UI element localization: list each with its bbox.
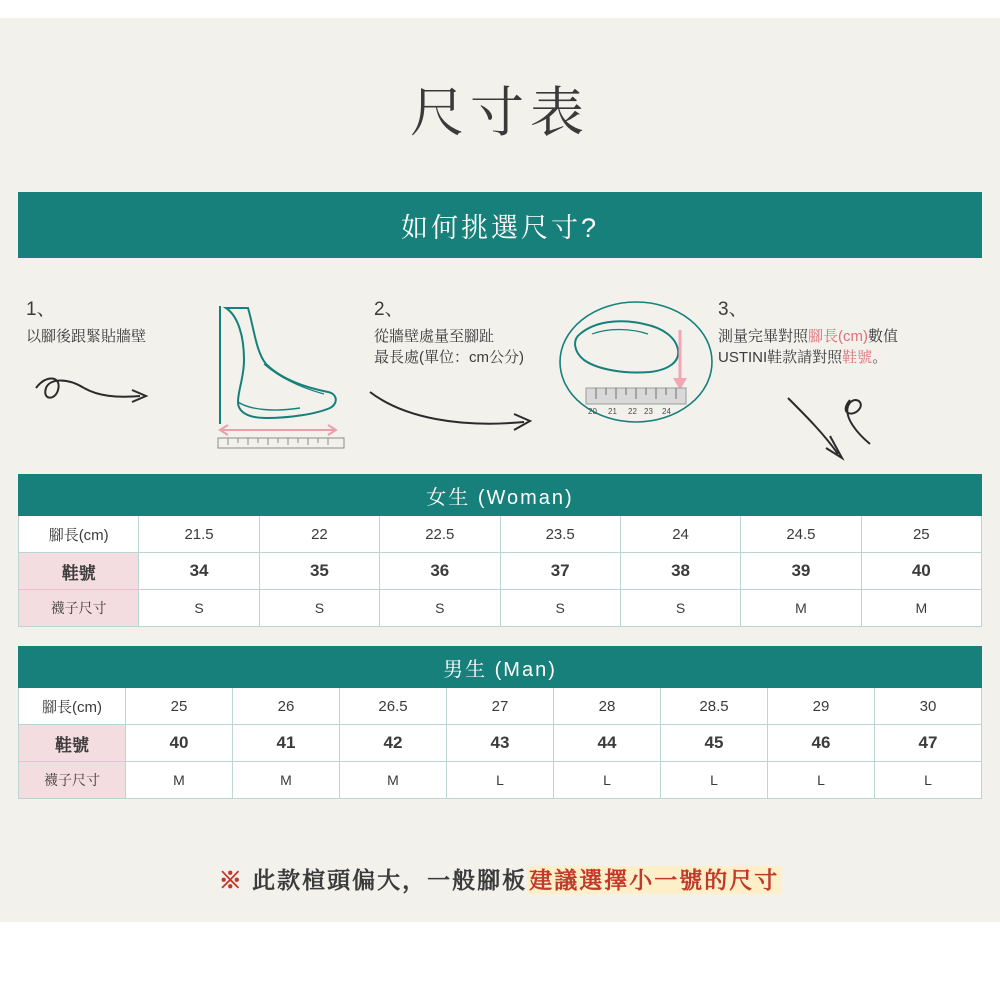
bottom-white-strip xyxy=(0,922,1000,1000)
cell: L xyxy=(661,762,768,799)
men-table-header: 男生 (Man) xyxy=(19,647,982,688)
note-part-2: 建議選擇小一號的尺寸 xyxy=(529,867,780,893)
howto-header-label: 如何挑選尺寸? xyxy=(400,212,600,243)
cell: 25 xyxy=(861,516,981,553)
cell: 29 xyxy=(768,688,875,725)
step-2-arrow-icon xyxy=(364,384,554,440)
table-row xyxy=(19,590,982,627)
cell: 24.5 xyxy=(741,516,861,553)
cell: 34 xyxy=(139,553,259,590)
step-3 xyxy=(718,296,986,369)
cell: 24 xyxy=(620,516,740,553)
women-size-table xyxy=(18,474,982,627)
women-table-header-row xyxy=(19,475,982,516)
step-2-line-2: 最長處(單位：cm公分) xyxy=(374,349,524,367)
women-row-label-socksize: 襪子尺寸 xyxy=(19,590,139,627)
cell: L xyxy=(554,762,661,799)
cell: M xyxy=(233,762,340,799)
top-white-strip xyxy=(0,0,1000,18)
svg-text:22: 22 xyxy=(628,407,637,416)
cell: 40 xyxy=(861,553,981,590)
cell: 26.5 xyxy=(340,688,447,725)
step-2 xyxy=(374,296,554,369)
step-3-line-2-highlight: 鞋號 xyxy=(842,349,873,367)
women-size-table-wrapper xyxy=(18,474,982,627)
step-2-number: 2、 xyxy=(374,299,404,320)
cell: 45 xyxy=(661,725,768,762)
cell: M xyxy=(126,762,233,799)
howto-header-bar xyxy=(18,192,982,258)
cell: 41 xyxy=(233,725,340,762)
cell: L xyxy=(768,762,875,799)
steps-row xyxy=(18,296,982,466)
cell: M xyxy=(340,762,447,799)
men-row-label-socksize: 襪子尺寸 xyxy=(19,762,126,799)
table-row xyxy=(19,553,982,590)
cell: S xyxy=(380,590,500,627)
men-size-table xyxy=(18,646,982,799)
cell: M xyxy=(861,590,981,627)
women-row-label-footlength: 腳長(cm) xyxy=(19,516,139,553)
step-3-line-2a: USTINI鞋款請對照 xyxy=(718,349,843,367)
cell: 30 xyxy=(875,688,982,725)
cell: 27 xyxy=(447,688,554,725)
svg-text:20: 20 xyxy=(588,407,597,416)
note-part-1: 此款楦頭偏大，一般腳板 xyxy=(243,867,528,893)
page-title: 尺寸表 xyxy=(410,83,590,143)
cell: 39 xyxy=(741,553,861,590)
foot-measure-illustration xyxy=(558,300,718,432)
cell: 44 xyxy=(554,725,661,762)
step-3-line-1-highlight: 腳長(cm) xyxy=(808,327,869,345)
cell: S xyxy=(500,590,620,627)
cell: 22 xyxy=(259,516,379,553)
table-row xyxy=(19,762,982,799)
cell: 42 xyxy=(340,725,447,762)
cell: 26 xyxy=(233,688,340,725)
cell: 38 xyxy=(620,553,740,590)
cell: 25 xyxy=(126,688,233,725)
note-mark: ※ xyxy=(218,867,244,893)
step-3-down-arrow-icon xyxy=(772,392,892,464)
cell: 46 xyxy=(768,725,875,762)
cell: 35 xyxy=(259,553,379,590)
step-2-line-1: 從牆壁處量至腳趾 xyxy=(374,327,495,345)
cell: 40 xyxy=(126,725,233,762)
cell: 36 xyxy=(380,553,500,590)
svg-text:21: 21 xyxy=(608,407,617,416)
cell: 21.5 xyxy=(139,516,259,553)
table-row xyxy=(19,725,982,762)
men-row-label-shoesize: 鞋號 xyxy=(19,725,126,762)
men-size-table-wrapper xyxy=(18,646,982,799)
svg-text:23: 23 xyxy=(644,407,653,416)
cell: M xyxy=(741,590,861,627)
women-row-label-shoesize: 鞋號 xyxy=(19,553,139,590)
cell: 47 xyxy=(875,725,982,762)
cell: 37 xyxy=(500,553,620,590)
cell: 28.5 xyxy=(661,688,768,725)
step-1-number: 1、 xyxy=(26,299,56,320)
cell: S xyxy=(620,590,740,627)
cell: 43 xyxy=(447,725,554,762)
table-row xyxy=(19,688,982,725)
step-1-text: 以腳後跟緊貼牆壁 xyxy=(26,327,147,345)
step-3-line-2b: 。 xyxy=(872,349,888,367)
foot-against-wall-illustration xyxy=(204,302,356,452)
cell: S xyxy=(259,590,379,627)
step-3-number: 3、 xyxy=(718,299,748,320)
cell: S xyxy=(139,590,259,627)
men-table-header-row xyxy=(19,647,982,688)
step-3-line-1b: 數值 xyxy=(868,327,899,345)
step-1-script-arrow-icon xyxy=(28,366,198,416)
cell: 22.5 xyxy=(380,516,500,553)
footer-note xyxy=(0,862,1000,895)
svg-text:24: 24 xyxy=(662,407,671,416)
table-row xyxy=(19,516,982,553)
men-row-label-footlength: 腳長(cm) xyxy=(19,688,126,725)
cell: L xyxy=(447,762,554,799)
step-3-line-1a: 測量完畢對照 xyxy=(718,327,809,345)
women-table-header: 女生 (Woman) xyxy=(19,475,982,516)
cell: 23.5 xyxy=(500,516,620,553)
step-1 xyxy=(26,296,216,347)
cell: L xyxy=(875,762,982,799)
cell: 28 xyxy=(554,688,661,725)
